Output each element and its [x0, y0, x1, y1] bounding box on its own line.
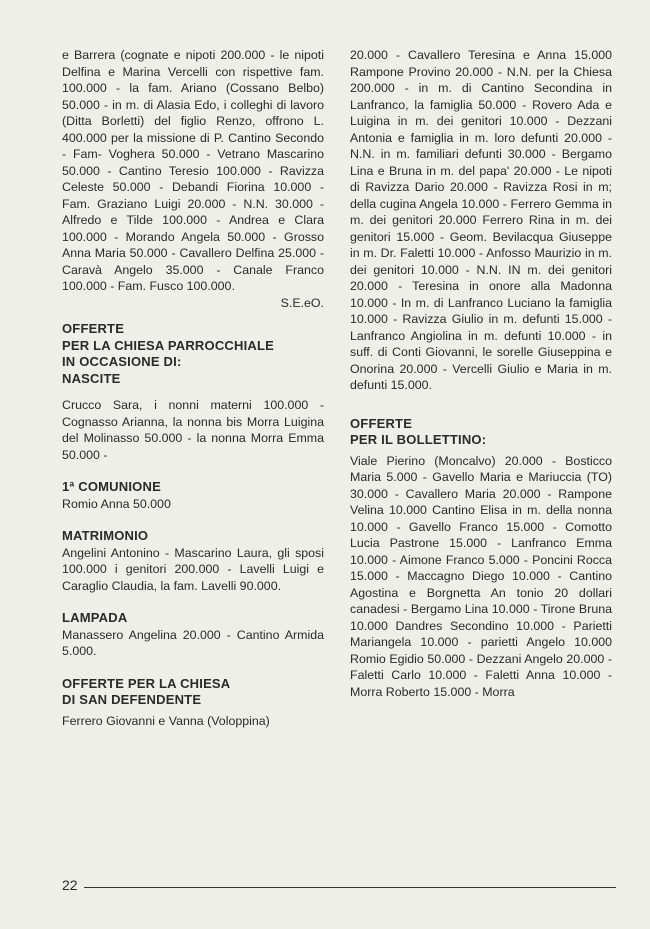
signature: S.E.eO.	[280, 295, 324, 310]
section-heading-offerte-chiesa: OFFERTE PER LA CHIESA	[62, 675, 231, 691]
donations-paragraph: e Barrera (cognate e nipoti 200.000 - le nipoti Delfina e Marina Vercelli con rispettive fam. 100.000 - la fam. Ariano (Cossano Belbo) 50.000 - in m. di Alasia Edo, i colleghi di lavoro (Ditta Borletti) del figlio Renzo, offrono L. 400.000 per la missione di P. Cantino Secondo - Fam- Voghera 50.000 - Vetrano Mascarino 50.000 - Cantino Teresio 100.000 - Ravizza Celeste 50.000 - Debandi Fiorina 10.000 - Fam. Graziano Luigi 20.000 - N.N. 30.000 - Alfredo e Tilde 100.000 - Andrea e Clara 100.000 - Morando Angela 50.000 - Grosso Anna Maria 50.000 - Cavallero Delfina 25.000 - Caravà Angelo 35.000 - Canale Franco 100.000 - Fam. Fusco 100.000.	[62, 48, 324, 293]
section-heading-matrimonio: MATRIMONIO	[62, 528, 149, 543]
section-heading-occasione: IN OCCASIONE DI:	[62, 354, 182, 369]
footer-rule	[84, 887, 616, 888]
page-footer	[62, 876, 617, 896]
donations-continued-paragraph: 20.000 - Cavallero Teresina e Anna 15.000 Rampone Provino 20.000 - N.N. per la Chiesa 200.000 - in m. di Cantino Secondina in Lanfranco, la famiglia 50.000 - Rovero Ada e Luigina in m. dei genitori 10.000 - Dezzani Antonia e famiglia in m. loro defunti 20.000 - N.N. in m. familiari defunti 30.000 - Bergamo Lina e Bruna in m. del papa' 20.000 - Le nipoti di Ravizza Dario 20.000 - Ravizza Rosi in m; della cugina Angela 10.000 - Ferrero Gemma in m. dei genitori 20.000 Ferrero Rina in m. dei genitori 15.000 - Geom. Bevilacqua Giuseppe in m. Dr. Faletti 10.000 - Anfosso Maurizio in m. dei genitori 10.000 - N.N. IN m. dei genitori 20.000 - Teresina in onore alla Madonna 10.000 - In m. di Lanfranco Luciano la famiglia 10.000 - Ravizza Giulio in m. defunti 15.000 - Lanfranco Angiolina in m. defunti 10.000 - in suff. di Conti Giovanni, le sorelle Giuseppina e Onorina 20.000 - Vercelli Giulio e Maria in m. defunti 15.000.	[350, 48, 612, 392]
lampada-text: Manassero Angelina 20.000 - Cantino Armida 5.000.	[62, 627, 324, 658]
comunione-text: Romio Anna 50.000	[62, 496, 171, 511]
right-column	[350, 47, 612, 700]
section-heading-san-defendente: DI SAN DEFENDENTE	[62, 692, 202, 707]
bollettino-text: Viale Pierino (Moncalvo) 20.000 - Bosticco Maria 5.000 - Gavello Maria e Mariuccia (TO) 30.000 - Cavallero Maria 20.000 - Rampone Velina 10.000 Cantino Elisa in m. della nonna 10.000 - Gavello Franco 15.000 - Comotto Lucia Pastrone 15.000 - Lanfranco Emma 10.000 - Aimone Franco 5.000 - Poncini Rocca 15.000 - Maccagno Diego 10.000 - Cantino Agostina e Borgnetta An tonio 20 dollari canadesi - Bergamo Lina 10.000 - Tirone Bruna 10.000 Dandres Secondino 10.000 - Parietti Mariangela 10.000 - parietti Angelo 10.000 Romio Egidio 50.000 - Dezzani Angelo 20.000 - Faletti Carlo 10.000 - Faletti Anna 10.000 - Morra Roberto 15.000 - Morra	[350, 453, 612, 699]
section-heading-comunione: 1ª COMUNIONE	[62, 479, 161, 494]
left-column	[62, 47, 324, 729]
section-heading-nascite: NASCITE	[62, 370, 121, 386]
section-heading-offerte-bollettino: OFFERTE	[350, 415, 413, 431]
page-number: 22	[62, 877, 78, 893]
defendente-text: Ferrero Giovanni e Vanna (Voloppina)	[62, 713, 270, 728]
matrimonio-text: Angelini Antonino - Mascarino Laura, gli sposi 100.000 i genitori 200.000 - Lavelli Luigi e Caraglio Claudia, la fam. Lavelli 90.000.	[62, 545, 324, 593]
section-heading-offerte: OFFERTE	[62, 321, 125, 336]
section-heading-chiesa-parrocchiale: PER LA CHIESA PARROCCHIALE	[62, 337, 275, 353]
section-heading-bollettino: PER IL BOLLETTINO:	[350, 432, 487, 447]
nascite-text: Crucco Sara, i nonni materni 100.000 - Cognasso Arianna, la nonna bis Morra Luigina del Molinasso 50.000 - la nonna Morra Emma 50.000 -	[62, 398, 324, 462]
section-heading-lampada: LAMPADA	[62, 610, 128, 625]
